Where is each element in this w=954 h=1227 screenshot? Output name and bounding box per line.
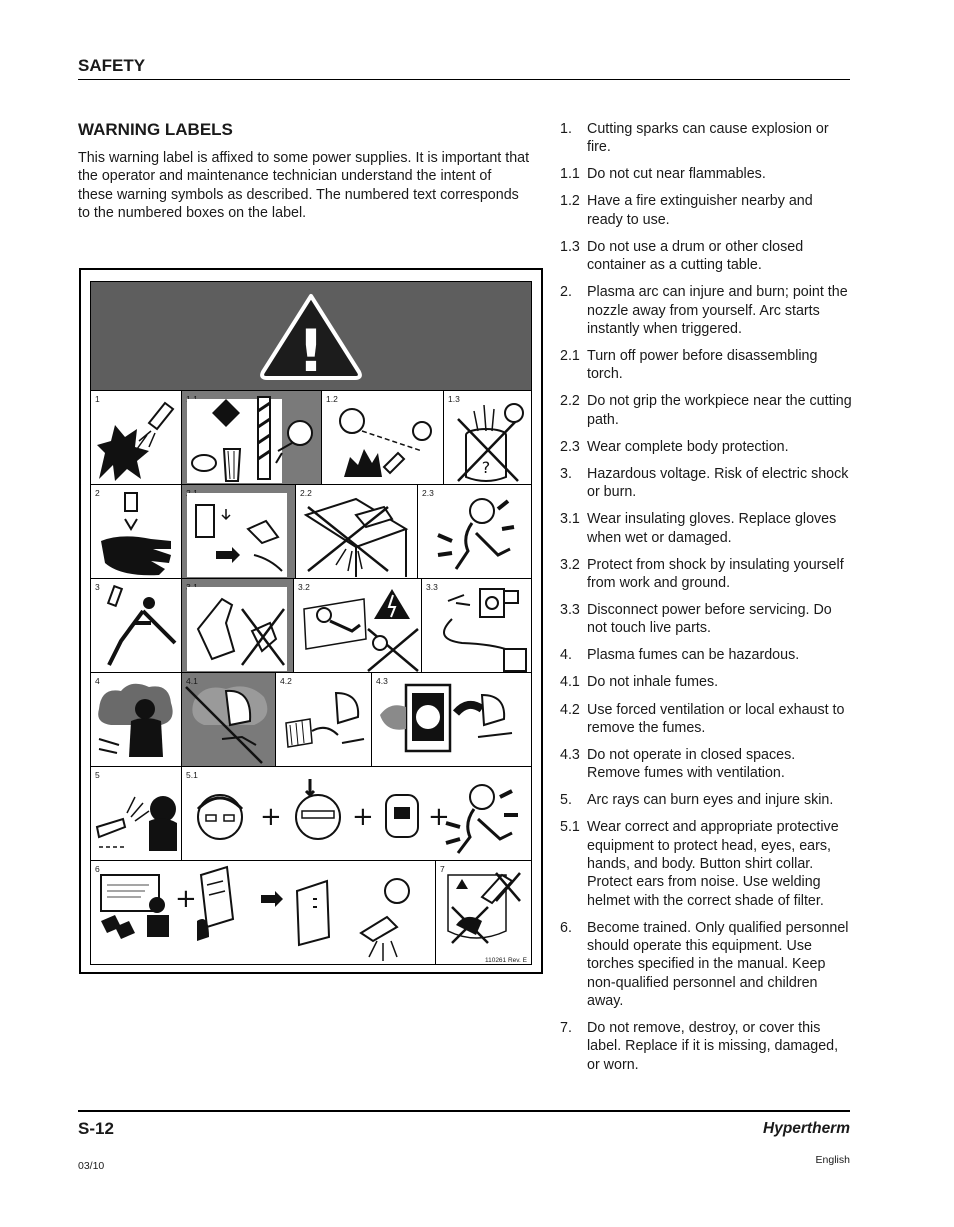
list-item <box>560 283 852 338</box>
cell-label: 4.3 <box>376 676 388 686</box>
list-item <box>560 791 852 809</box>
cell-label: 6 <box>95 864 100 874</box>
fumes-icon <box>91 673 181 767</box>
torch-hand-icon <box>91 485 181 579</box>
label-cell-1 <box>91 391 181 485</box>
explosion-icon <box>91 391 181 485</box>
label-cell-2-1 <box>181 485 295 579</box>
cell-label: 4 <box>95 676 100 686</box>
warning-items-list <box>560 120 852 1083</box>
label-cell-4 <box>91 673 181 767</box>
item-number: 3.1 <box>560 511 580 528</box>
forced-ventilation-icon <box>276 673 372 767</box>
cell-label: 2.3 <box>422 488 434 498</box>
list-item <box>560 165 852 183</box>
item-number: 3.2 <box>560 556 580 573</box>
label-row-4 <box>91 672 531 767</box>
list-item <box>560 238 852 275</box>
label-row-6 <box>91 860 531 965</box>
list-item <box>560 601 852 638</box>
header-rule <box>78 79 850 80</box>
item-text: Have a fire extinguisher nearby and ready to use. <box>587 193 813 228</box>
cell-label: 1.3 <box>448 394 460 404</box>
label-row-3 <box>91 578 531 673</box>
label-cell-3 <box>91 579 181 673</box>
question-glyph: ? <box>481 458 491 477</box>
item-number: 1. <box>560 121 572 137</box>
cell-label: 5.1 <box>186 770 198 780</box>
item-number: 5.1 <box>560 819 580 836</box>
list-item <box>560 818 852 909</box>
item-number: 4.3 <box>560 746 580 763</box>
item-number: 6. <box>560 919 572 936</box>
list-item <box>560 392 852 429</box>
list-item <box>560 510 852 547</box>
plus-glyph: + <box>352 802 374 832</box>
item-number: 3. <box>560 465 572 482</box>
item-text: Do not cut near flammables. <box>587 166 766 183</box>
item-number: 5. <box>560 792 572 809</box>
list-item <box>560 746 852 783</box>
item-text: Cutting sparks can cause explosion or fire. <box>587 121 829 156</box>
page-number: S-12 <box>78 1119 114 1138</box>
warning-banner <box>91 282 531 390</box>
plus-glyph: + <box>428 802 450 832</box>
label-row-1 <box>91 390 531 485</box>
cell-label: 4.1 <box>186 676 198 686</box>
warning-labels-heading: WARNING LABELS <box>78 120 233 139</box>
footer-rule <box>78 1110 850 1112</box>
brand-logo: Hypertherm <box>763 1120 850 1137</box>
label-cell-4-3 <box>371 673 531 767</box>
power-off-icon <box>182 485 296 579</box>
label-cell-3-3 <box>421 579 531 673</box>
do-not-remove-label-icon <box>436 861 532 965</box>
label-cell-6 <box>91 861 435 965</box>
list-item <box>560 673 852 691</box>
label-cell-1-1 <box>181 391 321 485</box>
item-number: 1.2 <box>560 193 580 210</box>
section-title: SAFETY <box>78 56 146 75</box>
item-text: Plasma fumes can be hazardous. <box>587 647 800 664</box>
list-item <box>560 438 852 456</box>
item-text: Turn off power before disassembling torch. <box>587 347 818 383</box>
label-cell-4-2 <box>275 673 371 767</box>
no-inhale-icon <box>182 673 276 767</box>
item-text: Protect from shock by insulating yourself from work and ground. <box>587 556 844 591</box>
cell-label: 3 <box>95 582 100 592</box>
list-item <box>560 347 852 384</box>
grip-workpiece-icon <box>296 485 418 579</box>
label-row-5 <box>91 766 531 861</box>
item-number: 2.1 <box>560 347 580 364</box>
item-number: 4.2 <box>560 701 580 718</box>
electric-shock-icon <box>91 579 181 673</box>
cell-label: 5 <box>95 770 100 780</box>
cell-label: 1 <box>95 394 100 404</box>
item-number: 7. <box>560 1020 572 1037</box>
item-text: Disconnect power before servicing. Do not touch live parts. <box>587 602 832 637</box>
label-cell-1-2 <box>321 391 443 485</box>
list-item <box>560 919 852 1010</box>
plus-glyph: + <box>260 802 282 832</box>
flammables-icon <box>182 391 322 485</box>
label-cell-5-1 <box>181 767 531 861</box>
body-protection-icon <box>418 485 532 579</box>
item-number: 2.3 <box>560 438 580 455</box>
label-cell-7 <box>435 861 531 965</box>
label-cell-5 <box>91 767 181 861</box>
label-cell-1-3 <box>443 391 531 485</box>
protective-equipment-icon <box>182 767 532 861</box>
language-label: English <box>815 1154 850 1166</box>
item-text: Wear complete body protection. <box>587 438 789 455</box>
plus-glyph: + <box>175 884 197 914</box>
label-cell-4-1 <box>181 673 275 767</box>
label-cell-3-1 <box>181 579 293 673</box>
item-number: 2.2 <box>560 393 580 410</box>
cell-label: 3.3 <box>426 582 438 592</box>
closed-drum-icon <box>444 391 532 485</box>
item-number: 1.3 <box>560 238 580 255</box>
warning-triangle-icon <box>91 282 531 390</box>
training-icon <box>91 861 435 965</box>
cell-label: 4.2 <box>280 676 292 686</box>
part-code: 110261 Rev. E <box>484 957 527 964</box>
insulating-gloves-icon <box>182 579 294 673</box>
cell-label: 2 <box>95 488 100 498</box>
label-cell-3-2 <box>293 579 421 673</box>
insulate-yourself-icon <box>294 579 422 673</box>
cell-label: 2.2 <box>300 488 312 498</box>
label-cell-2-3 <box>417 485 531 579</box>
list-item <box>560 556 852 593</box>
list-item <box>560 701 852 738</box>
item-text: Do not use a drum or other closed container as a cutting table. <box>587 238 804 274</box>
intro-paragraph: This warning label is affixed to some power supplies. It is important that the operator and maintenance technician understand the intent of these warning symbols as described. The numbered text corresponds to the numbered boxes on the label. <box>78 150 530 221</box>
closed-space-icon <box>372 673 532 767</box>
label-row-2 <box>91 484 531 579</box>
list-item <box>560 192 852 229</box>
warning-label <box>90 281 532 965</box>
item-number: 1.1 <box>560 166 580 183</box>
item-text: Do not operate in closed spaces. Remove fumes with ventilation. <box>587 746 796 782</box>
cell-label: 7 <box>440 864 445 874</box>
exclamation-glyph: ! <box>297 317 325 385</box>
list-item <box>560 1019 852 1074</box>
list-item <box>560 465 852 502</box>
item-text: Do not inhale fumes. <box>587 674 719 691</box>
label-cell-2 <box>91 485 181 579</box>
item-text: Do not grip the workpiece near the cutting path. <box>587 393 852 428</box>
list-item <box>560 646 852 664</box>
item-text: Arc rays can burn eyes and injure skin. <box>587 792 834 809</box>
arc-rays-icon <box>91 767 181 861</box>
list-item <box>560 120 852 157</box>
item-text: Plasma arc can injure and burn; point the nozzle away from yourself. Arc starts instantly when triggered. <box>587 284 848 337</box>
label-cell-2-2 <box>295 485 417 579</box>
fire-extinguisher-icon <box>322 391 444 485</box>
item-number: 2. <box>560 284 572 301</box>
item-number: 3.3 <box>560 602 580 618</box>
revision-date: 03/10 <box>78 1160 105 1172</box>
item-number: 4. <box>560 647 572 664</box>
item-text: Use forced ventilation or local exhaust to remove the fumes. <box>587 701 845 736</box>
item-text: Wear insulating gloves. Replace gloves when wet or damaged. <box>587 511 837 546</box>
item-number: 4.1 <box>560 674 580 691</box>
item-text: Become trained. Only qualified personnel should operate this equipment. Use torches specified in the manual. Keep non-qualified personnel and children away. <box>587 919 849 1009</box>
item-text: Hazardous voltage. Risk of electric shock or burn. <box>587 465 849 501</box>
item-text: Wear correct and appropriate protective equipment to protect head, eyes, ears, hands, and body. Button shirt collar. Protect ears from noise. Use welding helmet with the correct shade of filter. <box>587 819 839 909</box>
item-text: Do not remove, destroy, or cover this label. Replace if it is missing, damaged, or worn. <box>587 1020 839 1073</box>
disconnect-power-icon <box>422 579 532 673</box>
cell-label: 3.2 <box>298 582 310 592</box>
cell-label: 1.2 <box>326 394 338 404</box>
